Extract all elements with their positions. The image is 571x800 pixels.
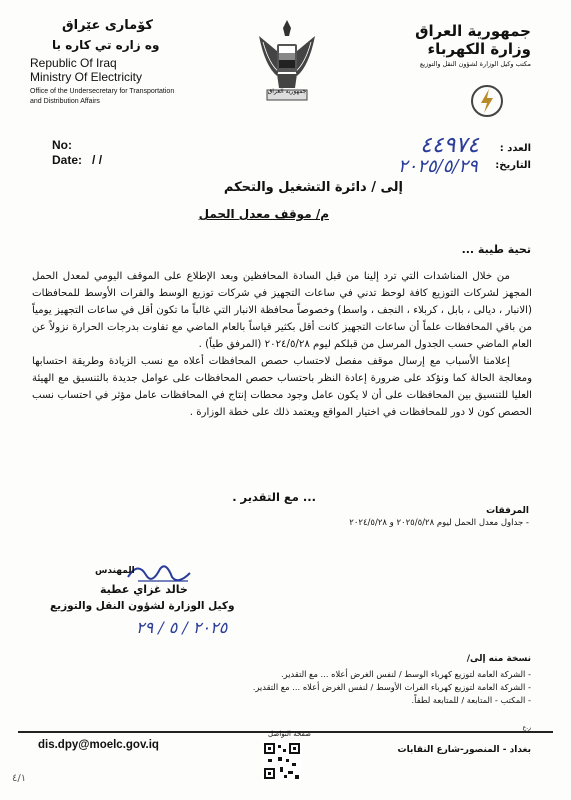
attachment-item: - جداول معدل الحمل ليوم ٢٠٢٥/٥/٢٨ و ٢٠٢٤/٥/٢٨ — [349, 518, 529, 528]
attachments-label: المرفقات — [486, 506, 529, 516]
header-english-line3: Office of the Undersecretary for Transportation and Distribution Affairs — [30, 88, 175, 105]
handwritten-number: ٤٤٩٧٤ — [420, 133, 480, 158]
signature-position: وكيل الوزارة لشؤون النقل والتوزيع — [50, 600, 235, 612]
cc-heading: نسخة منه إلى/ — [466, 654, 531, 664]
cc-initials: ر.ع — [522, 724, 531, 731]
number-label-en: No: — [52, 138, 72, 152]
signature-handwritten-date: ٢٠٢٥ / ٥ / ٢٩ — [136, 618, 228, 637]
qr-label: صفحة التواصل — [268, 730, 311, 738]
header-arabic-line2: وزارة الكهرباء — [427, 40, 531, 58]
footer-address: بغداد - المنصور-شارع النقابات — [397, 745, 531, 755]
page-marker: ٤/١ — [12, 773, 27, 784]
number-label-ar: العدد : — [499, 143, 531, 154]
letter-recipient: إلى / دائرة التشغيل والتحكم — [223, 180, 403, 195]
letter-closing: ... مع التقدير . — [232, 490, 316, 504]
date-label-ar: التاريخ: — [495, 160, 531, 171]
letter-greeting: تحية طيبة ... — [461, 243, 531, 256]
signature-title: المهندس — [95, 566, 135, 576]
list-item: - الشركة العامة لتوزيع كهرباء الفرات الأوسط / لنفس الغرض أعلاه ... مع التقدير. — [252, 682, 531, 692]
header-arabic-line3: مكتب وكيل الوزارة لشؤون النقل والتوزيع — [419, 60, 531, 68]
date-label-en: Date: / / — [52, 153, 103, 167]
signature-name: خالد غزاي عطية — [100, 583, 188, 596]
handwritten-date: ٢٠٢٥/٥/٢٩ — [398, 156, 478, 177]
qr-code-icon[interactable] — [262, 741, 302, 781]
emblem-banner-text: جمهورية العراق — [267, 88, 307, 95]
header-kurdish-line1: كۆمارى عێراق — [62, 18, 153, 33]
ministry-logo-icon — [470, 84, 504, 118]
header-kurdish-line2: وه زاره تي كاره با — [52, 38, 160, 52]
letter-subject: م/ موقف معدل الحمل — [198, 207, 329, 221]
list-item: - الشركة العامة لتوزيع كهرباء الوسط / لنفس الغرض أعلاه ... مع التقدير. — [281, 669, 531, 679]
letter-paragraph-1: من خلال المناشدات التي ترد إلينا من قبل السادة المحافظين وبعد الإطلاع على الموقف اليومي لمعدل الحمل المجهز لشركات التوزيع كافة لوحظ تدني في ساعات التجهيز في شركات توزيع الوسط والفرات الأوسط للمحافظات (الانبار ، ديالى ، بابل ، كربلاء ، النجف ، واسط) وخصوصاً محافظة الانبار التي غالباً ما تكون أقل في ساعات التجهيز يومياً من باقي المحافظات علماً أن ساعات التجهيز كانت أقل بكثير قياساً بالعام الماضي مع تفاوت بدرجات الحرارة نزولاً عن العام الماضي حسب الجدول المرسل من قبلكم ليوم ٢٠٢٤/٥/٢٨ (المرفق طياً) . — [32, 271, 532, 350]
letter-body — [32, 268, 532, 421]
footer-email[interactable]: dis.dpy@moelc.gov.iq — [38, 739, 159, 751]
header-arabic-line1: جمهورية العراق — [415, 22, 531, 40]
date-slashes: / / — [92, 153, 103, 167]
letter-paragraph-2: إعلامنا الأسباب مع إرسال موقف مفصل لاحتساب حصص المحافظات أعلاه مع نسب الزيادة وطريقة احتسابها ومعالجة الحالة كما ونؤكد على ضرورة إعادة النظر باحتساب حصص المحافظات على عوامل جديدة بالتنسيق مع الهيئة العليا للتنسيق بين المحافظات على أن لا يكون عامل وجود محطات إنتاج في المحافظات عامل مؤثر في احتساب نسب الحصص كون لا دور للمحافظات في اختيار المواقع ويعتمد ذلك على خطة الوزارة . — [32, 356, 532, 418]
header-english-line2: Ministry Of Electricity — [30, 70, 143, 84]
cc-list — [253, 668, 531, 707]
header-english-line1: Republic Of Iraq — [30, 56, 117, 70]
list-item: - المكتب - المتابعة / للمتابعة لطفاً. — [411, 695, 531, 705]
